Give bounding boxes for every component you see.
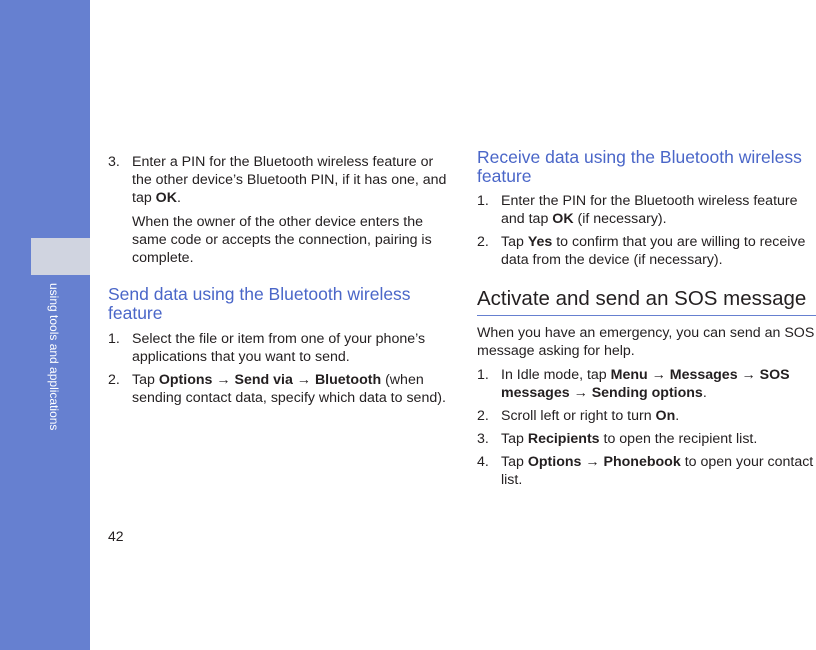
sidebar [0,0,90,650]
sidebar-tab-marker [31,238,90,275]
step-note: When the owner of the other device enters the same code or accepts the connection, pairing is complete. [132,214,432,266]
list-item: 1. Enter the PIN for the Bluetooth wireless feature and tap OK (if necessary). [477,193,798,227]
list-item: 2. Tap Yes to confirm that you are willing to receive data from the device (if necessary). [477,234,806,268]
list-item: 1. In Idle mode, tap Menu → Messages → SOS messages → Sending options. [477,367,790,401]
right-column [477,148,816,494]
list-item: 2. Scroll left or right to turn On. [477,408,680,424]
list-item: 2. Tap Options → Send via → Bluetooth (when sending contact data, specify which data to send). [108,372,446,406]
list-item: 1. Select the file or item from one of your phone’s applications that you want to send. [108,331,426,365]
section-heading-receive: Receive data using the Bluetooth wireless feature [477,147,802,186]
list-item: 4. Tap Options → Phonebook to open your contact list. [477,454,814,488]
section-heading-sos: Activate and send an SOS message [477,287,816,316]
section-heading-send: Send data using the Bluetooth wireless feature [108,284,411,323]
left-column [108,148,448,412]
list-item: 3. Enter a PIN for the Bluetooth wireless feature or the other device’s Bluetooth PIN, if it has one, and tap OK. When the owner of the other device enters the same code or accepts the connection, pairing is complete. [108,154,447,266]
list-item: 3. Tap Recipients to open the recipient list. [477,431,758,447]
sos-intro: When you have an emergency, you can send an SOS message asking for help. [477,325,815,359]
page-number: 42 [108,528,124,544]
chapter-label: using tools and applications [47,283,61,431]
